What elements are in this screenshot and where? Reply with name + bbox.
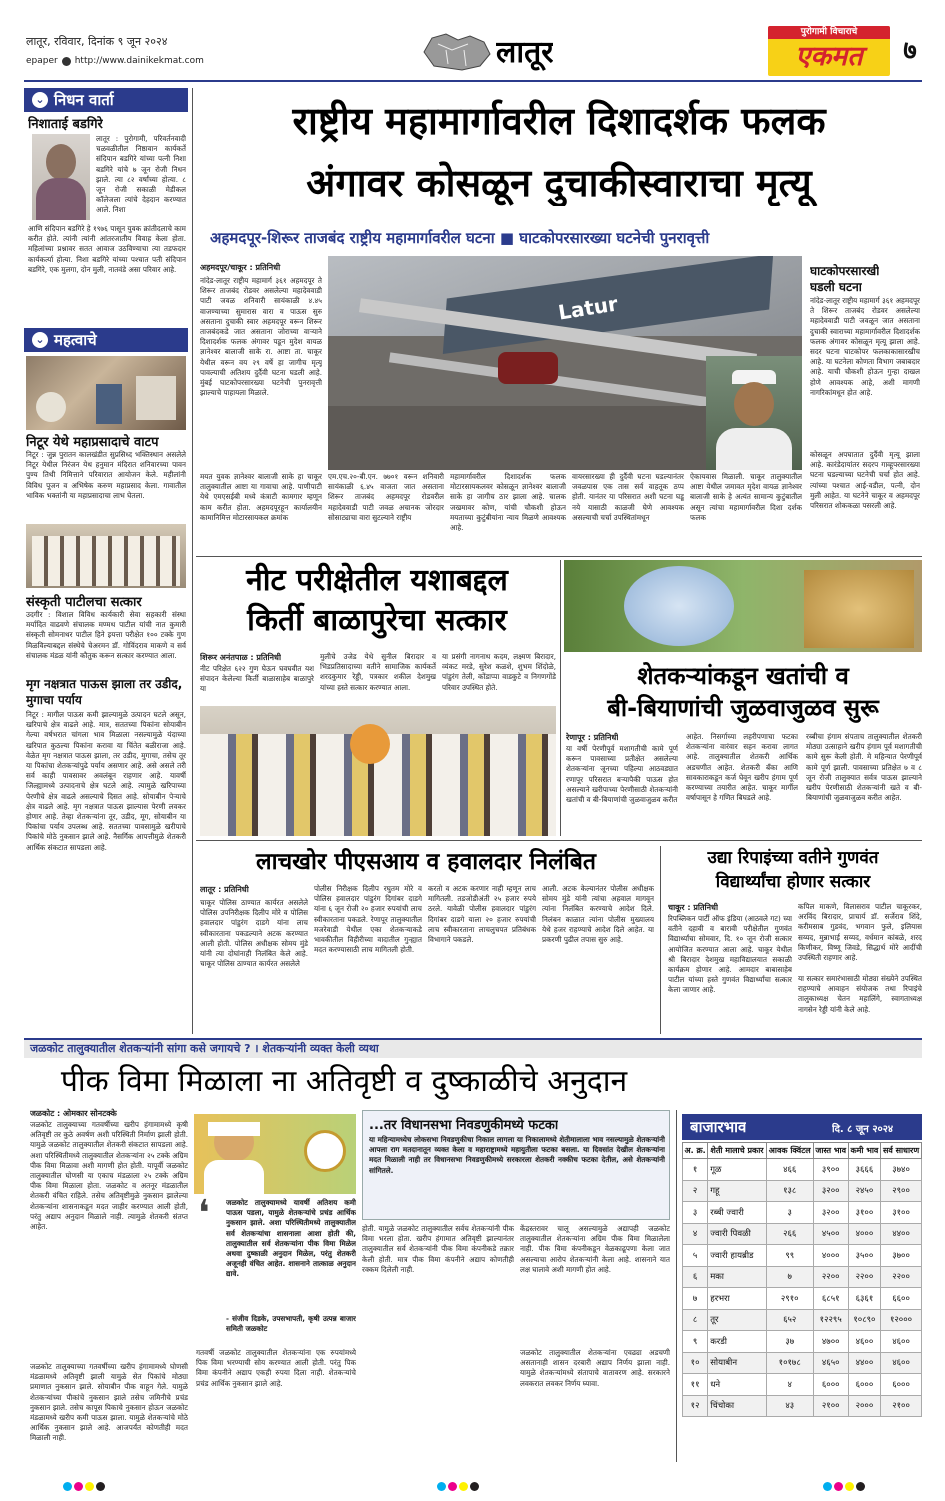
fert-col-2: आहेत. निसर्गाच्या लहरीपणाचा फटका शेतकऱ्यांना वारंवार सहन करावा लागत आहे. तालुक्यातील शेतकरी आर्थिक अडचणीत आहेत. शेतकरी बँका आणि सावकाराकडून कर्ज घेवून खरीप हंगाम पूर्ण करण्याच्या तयारीत आहेत. चाकूर मार्गील वर्षापासून हे गणित बिघडले आहे.: [686, 732, 798, 803]
bribe-col-4: आली. अटक केल्यानंतर पोलीस अधीक्षक सोमय मुंडे यांनी त्यांचा अहवाल मागवून त्यांना निलंबित करण्याचे आदेश दिले. निलंबन काळात त्यांना पोलीस मुख्यालय येथे हजर राहण्याचे आदेश दिले आहेत. या प्रकरणी पुढील तपास सुरु आहे.: [542, 884, 654, 945]
important-heading: ⌄ महत्वाचे: [24, 328, 188, 352]
lead-col-1: नांदेड-लातूर राष्ट्रीय महामार्ग ३६१ अहमदपूर ते शिरूर ताजबंद रोडवर असलेल्या महादेववाडी पाटी जवळ शनिवारी सायंकाळी ४.४५ वाजण्याच्या सुमारास वारा व पाऊस सुरु असताना दुचाकी स्वार अहमदपूर वरून शिरूर ताजबंदकडे जात असताना जोराच्या वाऱ्याने दिशादर्शक फलक अंगावर पडून मुदेश वायळ ज्ञानेश्वर बालाजी साके रा. आष्टा ता. चाकूर येथील वरून वय २९ वर्षे हा जागीच मृत्यू पावल्याची अतिशय दुर्दैवी घटना घडली आहे. मुंबई घाटकोपरसारख्या घटनेची पुनरावृत्ती झाल्याचे पाहायला मिळाले.: [200, 276, 322, 398]
market-cell: ८: [683, 1309, 708, 1331]
market-col-header: शेती मालाचे प्रकार: [708, 1143, 767, 1159]
bribe-headline: लाचखोर पीएसआय व हवालदार निलंबित: [256, 849, 596, 875]
jalkot-kicker: जळकोट तालुक्यातील शेतकऱ्यांनी सांगा कसे जगायचे ? । शेतकऱ्यांनी व्यक्त केली व्यथा: [30, 1042, 379, 1055]
jalkot-col-6: जळकोट तालुक्यातील शेतकऱ्यांना एवढ्या अडचणी असतानाही शासन दरबारी अद्याप निर्णय झाला नाही. यामुळे शेतकऱ्यांमध्ये संतापाचे वातावरण आहे. सरकारने लवकरात लवकर निर्णय घ्यावा.: [520, 1348, 670, 1388]
news-text-mahaprasad: निटूर : जुन्न पुरातन कालखंडीत सुप्रसिध्द भक्तिस्थान असलेले निटूर येथील निरंजन येथ हनुमान मंदिरात शनिवारच्या पावन पुण्य तिथी निमित्ताने परिवारात आयोजन केले. महीलांनी विविध पूजन व अभिषेक करुण महाप्रसाद केला. गावातील भाविक भक्तांनी या महाप्रसादाचा लाभ घेतला.: [26, 450, 186, 500]
masthead-title: एकमत: [795, 41, 863, 72]
market-cell: गूळ: [708, 1159, 767, 1181]
crop-insurance-photo: [194, 1114, 356, 1194]
market-cell: २६६: [766, 1223, 813, 1245]
jalkot-box-head: ...तर विधानसभा निवडणुकीमध्ये फटका: [369, 1118, 559, 1133]
page-header: [0, 0, 945, 82]
market-cell: १२: [683, 1395, 708, 1417]
market-cell: मका: [708, 1266, 767, 1288]
market-cell: ६: [683, 1266, 708, 1288]
lead-subhead: अहमदपूर-शिरूर ताजबंद राष्ट्रीय महामार्गावरील घटना ■ घाटकोपरसारख्या घटनेची पुनरावृत्ती: [210, 229, 710, 247]
market-cell: ९: [683, 1331, 708, 1353]
market-cell: ६५२: [766, 1309, 813, 1331]
rpi-headline-1: उद्या रिपाइंच्या वतीने गुणवंत: [707, 848, 879, 868]
jalkot-col-5: केंद्रस्तरावर चालू असल्यामुळे अद्यापही जळकोट तालुक्यातील शेतकऱ्यांना अग्रिम पीक विमा मिळालेला नाही. पीक विमा कंपनीकडून वेळकाढूपणा केला जात असल्याचा आरोप शेतकऱ्यांनी केला आहे. शासनाने यात लक्ष घालावे अशी मागणी होत आहे.: [520, 1224, 670, 1274]
market-cell: ३६६६: [848, 1159, 880, 1181]
table-row: [683, 1352, 922, 1374]
table-row: [683, 1395, 922, 1417]
neet-felicitation-photo: [200, 706, 556, 836]
market-cell: ४५००: [813, 1223, 848, 1245]
bribe-col-2: पोलीस निरीक्षक दिलीप रघुतम मोरे व पोलिस हवालदार पांडुरंग दिगांबर दाडगे यांना ६ जून रोजी २० हजार रुपयांची लाच स्वीकारताना पकडले. रेणापूर तालुक्यातील मजरेवाडी येथील एका शेतकऱ्याकडे भावकीतील विहीरीच्या वादातील गुन्ह्यात मदत करण्यासाठी लाच मागितली होती.: [314, 884, 422, 955]
market-cell: ४४००: [881, 1223, 922, 1245]
table-row: [683, 1309, 922, 1331]
bribe-col-3: करतो व अटक करणार नाही म्हणून लाच मागितली. तडजोडीअंती २५ हजार रुपये ठरले. यावेळी पोलीस हवालदार पांडुरंग दिगांबर दाडगे याला २० हजार रुपयांची लाच स्वीकारताना लाचलुचपत प्रतिबंधक विभागाने पकडले.: [428, 884, 536, 945]
lead-col-2: मयत युवक ज्ञानेश्वर बालाजी साके हा चाकूर तालुक्यातील आष्टा या गावाचा आहे. पाणीपाटी येथे एमएसईबी मध्ये कंत्राटी कामगार म्हणून काम करीत होता. अहमदपूरहून कार्यालयीन कामानिमित्त मोटारसायकल क्रमांक: [200, 472, 322, 522]
jalkot-col-3: गतवर्षी जळकोट तालुक्यातील शेतकऱ्यांना एक रुपयांमध्ये पिक विमा भरण्याची सोय करण्यात आली होती. परंतु पिक विमा कंपनीने अद्याप एकही रुपया दिला नाही. शेतकऱ्यांचे प्रचंड आर्थिक नुकसान झाले आहे.: [196, 1348, 356, 1388]
market-cell: ३२००: [813, 1180, 848, 1202]
market-cell: १०८९०: [848, 1309, 880, 1331]
market-cell: ३२००: [813, 1202, 848, 1224]
jalkot-box-text: या महिन्यामध्येच लोकसभा निवडणुकीचा निकाल लागला या निकालामध्ये शेतीमालाला भाव नसल्यामुळे शेतकऱ्यांनी आपला राग मतदानातून व्यक्त केला व महाराष्ट्रामध्ये महायुतीला फटका बसला. या दिवसांत देखील शेतकऱ्यांना मदत मिळाली नाही तर विधानसभा निवडणुकीमध्ये सरकारला शेतकरी नक्कीच फटका देतील, असे शेतकऱ्यांनी सांगितले.: [369, 1135, 665, 1175]
fertilizer-seeds-photo: [564, 560, 922, 652]
market-cell: ४६००: [848, 1331, 880, 1353]
market-cell: ६६००: [881, 1288, 922, 1310]
masthead-tagline: पुरोगामी विचाराचे: [768, 26, 890, 39]
market-cell: ज्वारी हायब्रीड: [708, 1245, 767, 1267]
market-col-header: आवक क्विंटल: [766, 1143, 813, 1159]
market-cell: ६८५१: [813, 1288, 848, 1310]
market-cell: १: [683, 1159, 708, 1181]
website-link[interactable]: http://www.dainikekmat.com: [74, 56, 204, 66]
market-cell: ४३: [766, 1395, 813, 1417]
neet-headline-1: नीट परीक्षेतील यशाबद्दल: [246, 563, 508, 598]
masthead-logo: [768, 26, 890, 76]
market-cell: ३: [766, 1202, 813, 1224]
ghatkopar-box-head1: घाटकोपरसारखी: [810, 264, 880, 278]
table-row: [683, 1202, 922, 1224]
jalkot-quote: जळकोट तालुक्यामध्ये यावर्षी अतिशय कमी पाऊस पडला, यामुळे शेतकऱ्यांचे प्रचंड आर्थिक नुकसान झाले. अशा परिस्थितीमध्ये तालुक्यातील सर्व शेतकऱ्यांचा शासनाला आशा होती की, तालुक्यातील सर्व शेतकऱ्यांना पीक विमा मिळेल अथवा दुष्काळी अनुदान मिळेल, परंतु शेतकरी अजूनही वंचित आहेत. शासनाने तात्काळ अनुदान द्यावे.: [226, 1198, 356, 1279]
market-cell: तूर: [708, 1309, 767, 1331]
rpi-byline: चाकूर : प्रतिनिधी: [668, 903, 719, 912]
market-col-header: सर्व साधारण: [881, 1143, 922, 1159]
obituary-portrait: [32, 134, 90, 220]
table-row: [683, 1374, 922, 1396]
market-cell: १०: [683, 1352, 708, 1374]
market-title-bar: [682, 1114, 922, 1140]
market-cell: १२०००: [881, 1309, 922, 1331]
registration-dots-center: [436, 1476, 480, 1495]
news-title-sanskruti: संस्कृती पाटीलचा सत्कार: [26, 595, 142, 610]
lead-col-4: महामार्गावरील दिशादर्शक फलक मोटारसायकलवर कोसळून ज्ञानेश्वर बालाजी साके हा जागीच ठार झाला आहे. चालक जखमावर कोण, यांची चौकशी होऊन मयताच्या कुटुंबीयांना न्याय मिळणे आवश्यक आहे.: [450, 472, 566, 533]
market-cell: १३८: [766, 1180, 813, 1202]
obituary-name: निशाताई बडगिरे: [28, 117, 103, 132]
market-cell: ३७००: [881, 1245, 922, 1267]
table-row: [683, 1288, 922, 1310]
fert-col-1: या वर्षी पेरणीपूर्व मशागतीची कामे पूर्ण करून पावसाच्या प्रतीक्षेत असलेल्या शेतकऱ्यांना जूनच्या पहिल्या आठवड्यात रणापूर परिसरात बऱ्यापैकी पाऊस होत असल्याने खरीपाच्या पेरणीसाठी शेतकऱ्यांनी खतांची व बी-बियाणांची जुळवाजुळव करीत: [566, 744, 678, 805]
market-cell: सोयाबीन: [708, 1352, 767, 1374]
market-cell: ४६००: [881, 1331, 922, 1353]
lead-col-6: ऐकायवास मिळाली. चाकूर तालुक्यातील आष्टा येथील जमावत मृदेश वायळ ज्ञानेश्वर बालाजी साके हे अत्यंत सामान्य कुटुंबातील असून त्यांचा महामार्गावरील दिशा दर्शक फलक: [690, 472, 802, 522]
market-rates: [682, 1114, 922, 1462]
ghatkopar-box-text2: कोसळून अपघातात दुर्दैवी मृत्यू झाला आहे. कारंडेदायांतर सदरप गाव्हूपरसारख्या घटना घडल्याच्या घटनेची चर्चा होत आहे. त्यांच्या पश्चात आई-वडील, पत्नी, दोन मुली आहेत. या घटनेने चाकूर व अहमदपूर परिसरात शोककळा पसरली आहे.: [810, 450, 920, 511]
fert-headline-1: शेतकऱ्यांकडून खतांची व: [637, 662, 849, 690]
neet-byline: शिरूर अनंतपाळ : प्रतिनिधी: [200, 653, 282, 662]
obituary-text-continued: आणि संदिपान बडगिरे हे १९७६ पासून युवक क्रांतीदलाचे काम करीत होते. त्यांनी त्यांनी आंतरजातीय विवाह केला होता. महिलांच्या प्रश्नावर सतत आवाज उठविण्याचा त्या तडफदार कार्यकर्त्या होत्या. निशा बडगिरे यांच्या पश्चात पती संदिपान बडगिरे, एक मुलगा, दोन मुली, नातवंडे असा परिवार आहे.: [28, 224, 186, 274]
news-text-mrug: निटूर : मागील पाऊस कमी झाल्यामुळे उत्पादन घटले असून, खरिपाचे क्षेत्र वाढले आहे. मात्र, सततच्या पिकांना सोयाबीन गेल्या वर्षभरात चांगला भाव मिळाला नसल्यामुळे यंदाच्या खरिपात कुठल्या पिकांना करावा या चिंतेत बळीराजा आहे. वेळेत मृग नक्षत्रात पाऊस झाला, तर उडीद, मुगाचा, तसेच तूर या पिकांचा शेतकऱ्यांपुढे पर्याय असणार आहे. असे असले तरी सर्व काही पावसावर अवलंबून राहणार आहे. यावर्षी जिल्ह्यामध्ये उत्पादनाचे क्षेत्र घटले आहे. त्यामुळे खरिपाच्या पेरणीचे क्षेत्र वाढले असल्याचे दिसत आहे. सोयाबीन पेऱ्याचे क्षेत्र वाढले आहे. मृग नक्षत्रात पाऊस झाल्यास पेरणी लवकर होणार आहे. तेव्हा शेतकऱ्यांना तूर, उडीद, मूग, सोयाबीन या पिकांचा पर्याय उपलब्ध आहे. सततच्या पावसामुळे खरीपाचे पिकांचे मोठे नुकसान झाले आहे. नैसर्गिक आपत्तीमुळे शेतकरी आर्थिक संकटात सापडला आहे.: [26, 710, 186, 852]
jalkot-box: [362, 1110, 670, 1220]
market-cell: २२००: [848, 1266, 880, 1288]
market-cell: २०००: [848, 1395, 880, 1417]
market-cell: ज्वारी पिवळी: [708, 1223, 767, 1245]
market-cell: ६०००: [813, 1374, 848, 1396]
market-cell: ४०००: [848, 1223, 880, 1245]
epaper-url[interactable]: [26, 56, 204, 66]
ghatkopar-box-text: नांदेड-लातूर राष्ट्रीय महामार्ग ३६१ अहमदपूर ते शिरूर ताजबंद रोडवर असलेल्या महादेववाडी पाटी जवळून जात असताना दुचाकी स्वाराच्या महामार्गावरील दिशादर्शक फलक अंगावर कोसळून मृत्यू झाला आहे. सदर घटना घाटकोपर फलकाकासारखीच आहे. या घटनेला कोणता विभाग जबाबदार आहे. याची चौकशी होऊन गुन्हा दाखल होणे आवश्यक आहे, अशी मागणी नागरिकांमधून होत आहे.: [810, 296, 920, 397]
market-cell: हरभरा: [708, 1288, 767, 1310]
bribe-byline: लातूर : प्रतिनिधी: [200, 885, 249, 894]
market-title: बाजारभाव: [690, 1118, 747, 1136]
epaper-label: epaper: [26, 56, 58, 66]
obituary-text: लातूर : पुरोगामी, परिवर्तनवादी चळवळीतील निष्ठावान कार्यकर्ते संदिपान बडगिरे यांच्या पत्नी निशा बडगिरे यांचे ७ जून रोजी निधन झाले. त्या ८२ वर्षांच्या होत्या. ८ जून रोजी सकाळी मेडीकल कॉलेजला त्यांचे देहदान करण्यात आले. निशा: [96, 134, 186, 215]
neet-headline-2: किर्ती बाळापुरेचा सत्कार: [247, 603, 507, 638]
globe-icon: [62, 57, 71, 66]
table-row: [683, 1245, 922, 1267]
market-cell: करडी: [708, 1331, 767, 1353]
lead-col-3: एम.एच.२०-बी.एन. ७७०१ वरून शनिवारी सायंकाळी ६.४५ वाजता जात असताना शिरूर ताजबंद अहमदपूर रोडवरील महादेववाडी पाटी जवळ अचानक जोरदार सोसाट्याचा वारा सुटल्याने राष्ट्रीय: [328, 472, 444, 522]
table-row: [683, 1223, 922, 1245]
neet-col-1: नीट परिक्षेत ६२२ गुण घेऊन घवघवीत यश संपादन केलेल्या किर्ती बाळासाहेब बाळापुरे या: [200, 664, 314, 694]
market-cell: ३५००: [848, 1245, 880, 1267]
fert-col-3: रब्बीचा हंगाम संपताच तालुक्यातील शेतकरी मोठ्या उत्साहाने खरीप हंगाम पूर्व मशागतीची कामे सुरू केली होती. मे महिन्यात पेरणीपूर्व कामे पूर्ण झाली. पावसाच्या प्रतिक्षेत ७ व ८ जून रोजी तालुक्यात सर्वत्र पाऊस झाल्याने खरीप पेरणीसाठी शेतकऱ्यांनी खते व बी-बियाणांची जुळवाजुळव करीत आहेत.: [806, 732, 922, 803]
mahaprasad-photo: [26, 356, 186, 430]
chevron-down-icon: ⌄: [32, 332, 48, 348]
rpi-col-1: रिपब्लिकन पार्टी ऑफ इंडिया (आठवले गट) च्या वतीने दहावी व बारावी परीक्षेतील गुणवंत विद्यार्थ्यांचा सोमवार, दि. १० जून रोजी सत्कार आयोजित करण्यात आला आहे. चाकूर येथील श्री बिरादार देशमुख महाविद्यालयात सकाळी कार्यक्रम होणार आहे. आमदार बाबासाहेब पाटील यांच्या हस्ते गुणवंत विद्यार्थ्यांचा सत्कार केला जाणार आहे.: [668, 914, 792, 995]
market-cell: ६०००: [881, 1374, 922, 1396]
market-cell: ३: [683, 1202, 708, 1224]
market-cell: २१००: [813, 1395, 848, 1417]
market-cell: ३७: [766, 1331, 813, 1353]
market-cell: २१००: [881, 1395, 922, 1417]
market-cell: धने: [708, 1374, 767, 1396]
registration-dots-left: [62, 1476, 106, 1495]
lead-headline-1: राष्ट्रीय महामार्गावरील दिशादर्शक फलक: [292, 99, 826, 143]
ghatkopar-box-head2: घडली घटना: [810, 280, 862, 294]
fert-byline: रेणापूर : प्रतिनिधी: [566, 733, 619, 742]
lead-headline-2: अंगावर कोसळून दुचाकीस्वाराचा मृत्यू: [306, 161, 812, 205]
market-cell: ४४००: [848, 1352, 880, 1374]
edition-name: लातूर: [496, 35, 554, 70]
ghatkopar-box: [808, 262, 922, 554]
market-col-header: अ. क्र.: [683, 1143, 708, 1159]
sidebar: [24, 88, 188, 1034]
lead-col-5: वायरसारख्या ही दुर्दैवी घटना घडल्यानंतर जवळपास एक तास सर्व वाहतूक ठप्प होती. यानंतर या परिसरात अशी घटना घडू नये यासाठी काळजी घेणे आवश्यक असल्याची चर्चा उपस्थितांमधून: [572, 472, 684, 522]
jalkot-headline: पीक विमा मिळाला ना अतिवृष्टी व दुष्काळीचे अनुदान: [60, 1064, 628, 1099]
market-cell: २९००: [881, 1180, 922, 1202]
jalkot-quote-sign: - संजीव दिडके, उपसभापती, कृषी उत्पन्न बाजार समिती जळकोट: [226, 1314, 356, 1334]
market-cell: ४०००: [813, 1245, 848, 1267]
jalkot-col-2: जळकोट तालुक्याच्या गतवर्षीच्या खरीप हंगामामध्ये घोणसी मंडळामध्ये अतिवृष्टी झाली यामुळे सेत पिकांचे मोठ्या प्रमाणात नुकसान झाले. सोयाबीन पीक वाहून गेले. यामुळे शेतकऱ्यांच्या पीकांचे नुकसान झाले तसेच जमिनीचे प्रचंड नुकसान झाले. तसेच कापूस पिकाचे नुकसान होऊन जळकोट मंडळामध्ये खरीप कमी पाऊस झाला. यामुळे शेतकऱ्यांचे मोठे आर्थिक नुकसान झाले आहे. आजपर्यंत कोणतीही मदत मिळाली नाही.: [30, 1362, 188, 1443]
obituary-heading: ⌄ निधन वार्ता: [24, 88, 188, 112]
news-text-sanskruti: उदगीर : विशाल विविध कार्यकारी सेवा सहकारी संस्था मर्यादित वाढवणे संचालक मण्मथ पाटील यांची नात कुमारी संस्कृती सोमनाथर पाटील हिने इयत्ता परीक्षेत १०० टक्के गुण मिळविल्याबद्दल संस्थेचे चेअरमन डॉ. गोविंदराव माकणे व सर्व संचालक मंडळ यांनी कौतुक करून सत्कार करण्यात आला.: [26, 610, 186, 660]
market-cell: २९१०: [766, 1288, 813, 1310]
jalkot-kicker-bar: [24, 1038, 922, 1058]
rpi-col-3: या सत्कार समारंभासाठी मोठ्या संख्येने उपस्थित राहण्याचे आवाहन संयोजक तथा रिपाइंचे तालुकाध्यक्ष चेतन महालिंगे, स्वागताध्यक्ष नागसेन रेड्डी यांनी केले आहे.: [798, 974, 922, 1014]
page-number: ७: [903, 36, 917, 66]
quote-mark-icon: ❛: [198, 1196, 210, 1232]
lead-byline: अहमदपूर/चाकूर : प्रतिनिधी: [200, 263, 281, 272]
market-cell: १०१७८: [766, 1352, 813, 1374]
market-cell: ४: [766, 1374, 813, 1396]
market-cell: ४६६: [766, 1159, 813, 1181]
victim-portrait: [706, 356, 802, 470]
bribe-col-1: चाकूर पोलिस ठाण्यात कार्यरत असलेले पोलिस उपनिरीक्षक दिलीप मोरे व पोलिस हवालदार पांडुरंग दाडगे यांना लाच स्वीकारताना पकडल्याने अटक करण्यात आली होती. पोलिस अधीक्षक सोमय मुंडे यांनी त्या दोघांनाही निलंबित केले आहे. चाकूर पोलिस ठाण्यात कार्यरत असलेले: [200, 898, 308, 969]
market-table: [682, 1142, 922, 1417]
market-cell: ३१००: [848, 1202, 880, 1224]
market-cell: ७: [766, 1266, 813, 1288]
market-cell: रब्बी ज्वारी: [708, 1202, 767, 1224]
market-cell: २२००: [813, 1266, 848, 1288]
market-cell: २: [683, 1180, 708, 1202]
market-col-header: जास्त भाव: [813, 1143, 848, 1159]
news-title-mrug: मृग नक्षत्रात पाऊस झाला तर उडीद, मुगाचा पर्याय: [26, 677, 183, 707]
market-cell: ७: [683, 1288, 708, 1310]
market-cell: ४७००: [813, 1331, 848, 1353]
table-row: [683, 1180, 922, 1202]
market-cell: १२२९५: [813, 1309, 848, 1331]
district-map-icon: [418, 30, 494, 74]
market-cell: ३७४०: [881, 1159, 922, 1181]
table-row: [683, 1266, 922, 1288]
chevron-down-icon: ⌄: [32, 92, 48, 108]
fert-headline-2: बी-बियाणांची जुळवाजुळव सुरू: [607, 694, 879, 722]
jalkot-col-4: होती. यामुळे जळकोट तालुक्यातील सर्वच शेतकऱ्यांनी पीक विमा भरला होता. खरीप हंगामात अतिवृष्टी झाल्यानंतर तालुक्यातील सर्व शेतकऱ्यांनी पीक विमा कंपनीकडे तक्रार केली होती. मात्र पीक विमा कंपनीने अद्याप कोणतीही रक्कम दिलेली नाही.: [362, 1224, 514, 1274]
jalkot-byline: जळकोट : ओमकार सोनटक्के: [30, 1109, 117, 1118]
market-cell: ६३६१: [848, 1288, 880, 1310]
news-title-mahaprasad: निटूर येथे महाप्रसादाचे वाटप: [26, 435, 159, 450]
market-cell: ६०००: [848, 1374, 880, 1396]
market-date: दि. ८ जून २०२४: [832, 1124, 894, 1135]
market-cell: ११: [683, 1374, 708, 1396]
market-cell: ३९००: [813, 1159, 848, 1181]
rpi-headline-2: विद्यार्थ्यांचा होणार सत्कार: [715, 872, 871, 892]
market-cell: ३१००: [881, 1202, 922, 1224]
dateline: लातूर, रविवार, दिनांक ९ जून २०२४: [26, 35, 168, 48]
market-cell: ५: [683, 1245, 708, 1267]
sign-text: Latur: [556, 291, 620, 325]
market-cell: २४५०: [848, 1180, 880, 1202]
market-cell: २२००: [881, 1266, 922, 1288]
jalkot-col-1: जळकोट तालुक्याच्या गतवर्षीच्या खरीप हंगामामध्ये कृषी अतिवृष्टी तर कुठे अवर्षण अशी परिस्थिती निर्माण झाली होती. यामुळे जळकोट तालुक्यातील शेतकरी संकटात सापडला आहे. अशा परिस्थितीमध्ये तालुक्यातील शेतकऱ्यांना २५ टक्के अग्रिम पीक विमा मिळावा अशी मागणी होत होती. यापूर्वी जळकोट तालुक्यातील घोणसी या एकाच मंडळाला २५ टक्के अग्रिम पीक विमा मिळाला होता. जळकोट व अतनूर मंडळातील शेतकरी वंचित राहिले. तसेच अतिवृष्टीमुळे नुकसान झालेल्या शेतकऱ्यांना शासनाकडून मदत जाहीर करण्यात आली होती, परंतु अद्याप अनुदान मिळाले नाही. त्यामुळे शेतकरी संतप्त आहेत.: [30, 1120, 188, 1232]
market-cell: चिंचोका: [708, 1395, 767, 1417]
neet-col-3: या प्रसंगी नागनाथ कदम, लक्ष्मण बिरादार, व्यंकट मरडे, सुरेश कळशे, शुभम शिंदोळे, पांडुरंग तेली, कोंडाप्पा वाडकुटे व निगणगोंडे परिवार उपस्थित होते.: [442, 652, 556, 692]
neet-col-2: मुलीचे उजेड येथे सुनील बिरादार व भिडप्रतिसादाच्या वतीने सामाजिक कार्यकर्ते शरदकुमार रेड्डी, पत्रकार शकील देशमुख यांच्या हस्ते सत्कार करण्यात आला.: [320, 652, 436, 692]
market-cell: ४: [683, 1223, 708, 1245]
market-cell: ४६५०: [813, 1352, 848, 1374]
rpi-col-2: कपिल माकणे, विलासराव पाटील चाकूरकर, अरविंद बिरादार, प्राचार्य डॉ. सर्जेराव शिंदे, करीमसाब गुडवंद, भगवान फुले, इलियास सय्यद, मुन्नाभाई सय्यद, वर्धमान कांबळे, शरद किणीकर, विष्णू जिवडे, सिद्धार्थ मोरे आदींची उपस्थिती राहणार आहे.: [798, 902, 922, 963]
market-col-header: कमी भाव: [848, 1143, 880, 1159]
registration-dots-right: [822, 1476, 866, 1495]
market-cell: ९९: [766, 1245, 813, 1267]
sanskruti-felicitation-photo: [26, 524, 186, 588]
market-cell: ४६००: [881, 1352, 922, 1374]
market-cell: गहू: [708, 1180, 767, 1202]
table-row: [683, 1159, 922, 1181]
table-row: [683, 1331, 922, 1353]
